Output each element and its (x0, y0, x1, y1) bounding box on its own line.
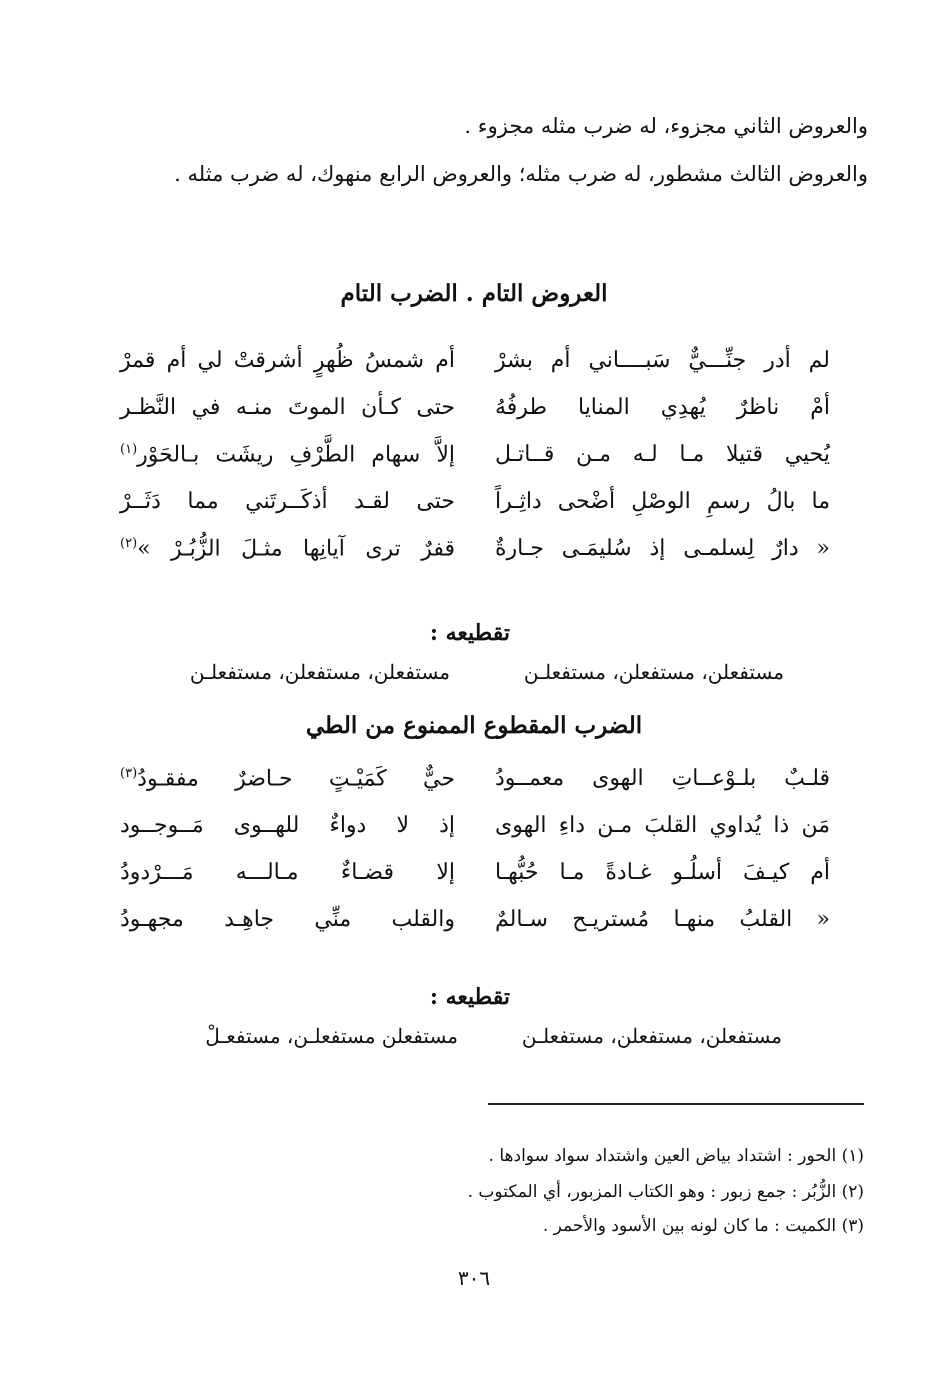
footnote-marker: (١) (120, 442, 138, 457)
verse-second-hemistich: أم شمسُ ظُهرٍ أشرقتْ لي أم قمرْ (120, 348, 455, 373)
footnote-text: الزُّبُر : جمع زبور : وهو الكتاب المزبور، أي المكتوب . (467, 1182, 837, 1202)
poem-1 (120, 348, 830, 583)
verse-row (120, 907, 830, 954)
section-2-title: الضرب المقطوع الممنوع من الطي (305, 712, 643, 739)
poem-2 (120, 766, 830, 954)
verse-row (120, 766, 830, 813)
verse-first-hemistich: أم كيـفَ أسلُـو غـادةً مـا حُبُّهـا (495, 860, 830, 885)
scansion-label-1: تقطيعه : (429, 620, 510, 646)
verse-text: حيٌّ كَمَيْـتٍ حـاضرٌ مفقـودُ (137, 766, 455, 792)
verse-second-hemistich: حتى لقـد أذكَــرتَني مما دَثَــرْ (120, 489, 455, 514)
verse-first-hemistich: ما بالُ رسمِ الوصْلِ أضْحى داثِـراً (495, 489, 830, 514)
footnote-marker: (٢) (120, 536, 138, 551)
footnote-text: الحور : اشتداد بياض العين واشتداد سواد سوادها . (488, 1146, 837, 1166)
verse-first-hemistich: « دارٌ لِسلمـى إذ سُليمَـى جـارةٌ (495, 536, 830, 561)
verse-second-hemistich: إذ لا دواءٌ للهــوى مَــوجــود (120, 813, 455, 838)
footnote-number: (١) (841, 1146, 864, 1166)
footnote-2 (468, 1182, 864, 1202)
scansion-label-2: تقطيعه : (429, 984, 510, 1010)
footnote-number: (٢) (841, 1182, 864, 1202)
verse-row (120, 489, 830, 536)
section-1-title: العروض التام . الضرب التام (340, 280, 608, 307)
verse-second-hemistich (120, 442, 455, 467)
verse-first-hemistich: « القلبُ منهـا مُستريـح سـالمٌ (495, 907, 830, 932)
footnote-divider (488, 1103, 864, 1105)
verse-second-hemistich: والقلب منِّي جاهِـد مجهـودُ (120, 907, 455, 932)
verse-first-hemistich: قلـبٌ بلـوْعــاتِ الهوى معمــودُ (495, 766, 830, 791)
verse-first-hemistich: مَن ذا يُداوي القلبَ مـن داءِ الهوى (495, 813, 830, 838)
scansion-first-2: مستفعلن، مستفعلن، مستفعلـن (521, 1024, 782, 1048)
footnote-3 (543, 1216, 864, 1236)
verse-text: إلاَّ سهام الطَّرْفِ ريشَت بـالحَوْر (137, 442, 455, 468)
footnote-text: الكميت : ما كان لونه بين الأسود والأحمر . (542, 1216, 837, 1236)
verse-row (120, 395, 830, 442)
footnote-1 (489, 1146, 864, 1166)
verse-second-hemistich (120, 536, 455, 561)
verse-first-hemistich: أمْ ناظرٌ يُهدِي المنايا طرفُهُ (495, 395, 830, 420)
footnote-marker: (٣) (120, 766, 138, 781)
verse-row (120, 860, 830, 907)
verse-first-hemistich: يُحيي قتيلا مـا لـه مـن قــاتـل (495, 442, 830, 467)
footnote-number: (٣) (841, 1216, 864, 1236)
verse-row (120, 348, 830, 395)
verse-second-hemistich: إلا قضـاءٌ مـالـــه مَـــرْدودُ (120, 860, 455, 885)
intro-line-1: والعروض الثاني مجزوء، له ضرب مثله مجزوء . (464, 114, 868, 138)
intro-line-2: والعروض الثالث مشطور، له ضرب مثله؛ والعروض الرابع منهوك، له ضرب مثله . (174, 162, 868, 186)
scansion-first-1: مستفعلن، مستفعلن، مستفعلـن (523, 660, 784, 684)
verse-second-hemistich: حتى كـأن الموتَ منـه في النَّظـر (120, 395, 455, 420)
scansion-second-1: مستفعلن، مستفعلن، مستفعلـن (189, 660, 450, 684)
page-number: ٣٠٦ (457, 1266, 491, 1290)
verse-text: قفرٌ ترى آيانِها مثـلَ الزُّبُـرْ » (137, 536, 455, 562)
intro-paragraph (108, 102, 868, 198)
verse-row (120, 813, 830, 860)
verse-first-hemistich: لم أدر جنِّـــيٌّ سَبــــاني أم بشرْ (495, 348, 830, 373)
verse-row (120, 442, 830, 489)
verse-row (120, 536, 830, 583)
verse-second-hemistich (120, 766, 455, 791)
scansion-second-2: مستفعلن مستفعلـن، مستفعـلْ (205, 1024, 458, 1048)
